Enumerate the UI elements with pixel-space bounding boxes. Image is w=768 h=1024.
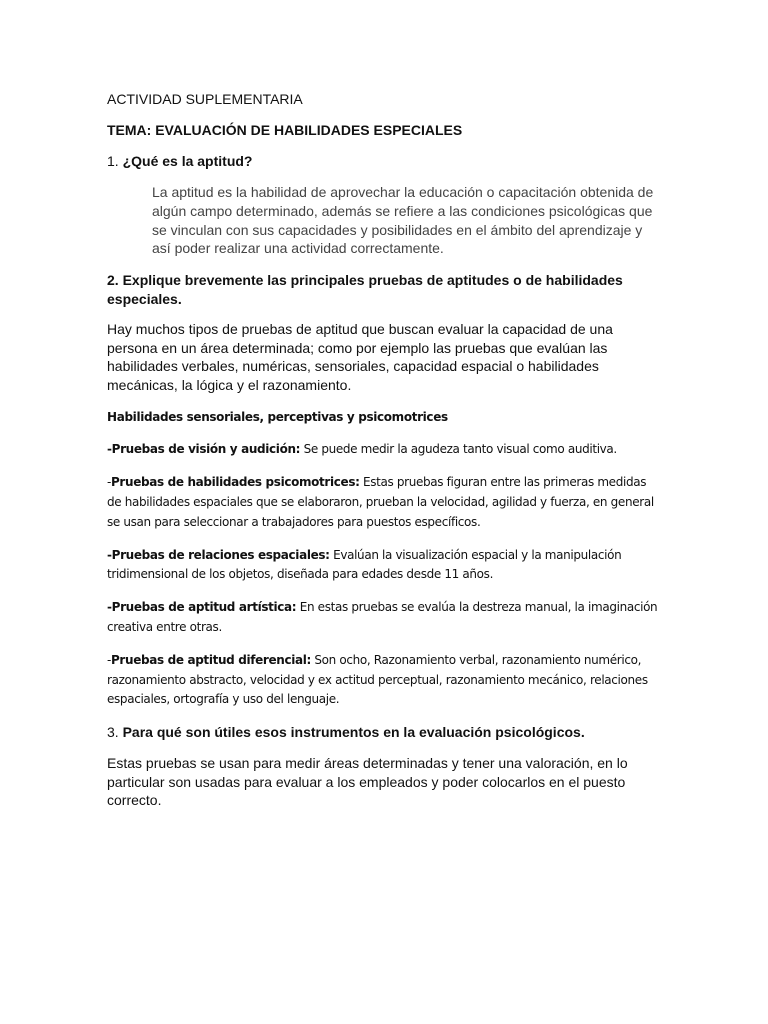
question-3-text: Para qué son útiles esos instrumentos en la evaluación psicológicos. (118, 724, 585, 741)
item-label: -Pruebas de aptitud artística: (107, 600, 297, 615)
item-text: Son ocho, Razonamiento verbal, razonamiento numérico, razonamiento abstracto, velocidad y ex actitud perceptual, razonamiento mecánico, relaciones espaciales, ortografía y uso del lenguaje. (107, 652, 648, 707)
item-text: Estas pruebas figuran entre las primeras medidas de habilidades espaciales que se elaboraron, prueban la velocidad, agilidad y fuerza, en general se usan para seleccionar a trabajadores para puestos específicos. (107, 475, 654, 529)
item-aptitud-artistica (107, 598, 663, 638)
document-title: ACTIVIDAD SUPLEMENTARIA (107, 91, 303, 107)
item-psicomotrices (107, 473, 663, 532)
topic-heading: TEMA: EVALUACIÓN DE HABILIDADES ESPECIALES (107, 122, 463, 138)
item-label: Pruebas de habilidades psicomotrices: (110, 475, 360, 490)
answer-3: Estas pruebas se usan para medir áreas determinadas y tener una valoración, en lo particular son usadas para evaluar a los empleados y poder colocarlos en el puesto correcto. (107, 755, 628, 809)
document-page (107, 90, 663, 810)
item-vision-audicion (107, 440, 663, 460)
item-label: Pruebas de aptitud diferencial: (110, 652, 311, 667)
item-text: Se puede medir la agudeza tanto visual como auditiva. (300, 442, 617, 457)
question-3 (107, 723, 663, 742)
question-1-text: ¿Qué es la aptitud? (118, 153, 253, 169)
question-3-number: 3. (107, 724, 119, 741)
answer-2: Hay muchos tipos de pruebas de aptitud que buscan evaluar la capacidad de una persona en un área determinada; como por ejemplo las pruebas que evalúan las habilidades verbales, numéricas, sensoriales, capacidad espacial o habilidades mecánicas, la lógica y el razonamiento. (107, 321, 613, 393)
item-text: En estas pruebas se evalúa la destreza manual, la imaginación creativa entre otras. (107, 600, 658, 634)
answer-1: La aptitud es la habilidad de aprovechar la educación o capacitación obtenida de algún campo determinado, además se refiere a las condiciones psicológicas que se vinculan con sus capacidades y posibilidades en el ámbito del aprendizaje y así poder realizar una actividad correctamente. (152, 184, 654, 257)
question-2: 2. Explique brevemente las principales pruebas de aptitudes o de habilidades especiales. (107, 272, 623, 307)
section-heading-text: Habilidades sensoriales, perceptivas y psicomotrices (107, 409, 448, 424)
section-heading (107, 408, 663, 428)
question-1-number: 1. (107, 153, 119, 169)
item-relaciones-espaciales (107, 546, 663, 586)
item-label: -Pruebas de relaciones espaciales: (107, 547, 330, 562)
item-prefix: - (107, 652, 111, 667)
item-label: -Pruebas de visión y audición: (107, 442, 301, 457)
question-1 (107, 152, 663, 171)
item-aptitud-diferencial (107, 651, 663, 710)
item-text: Evalúan la visualización espacial y la manipulación tridimensional de los objetos, diseñada para edades desde 11 años. (107, 547, 622, 582)
item-prefix: - (107, 475, 111, 490)
